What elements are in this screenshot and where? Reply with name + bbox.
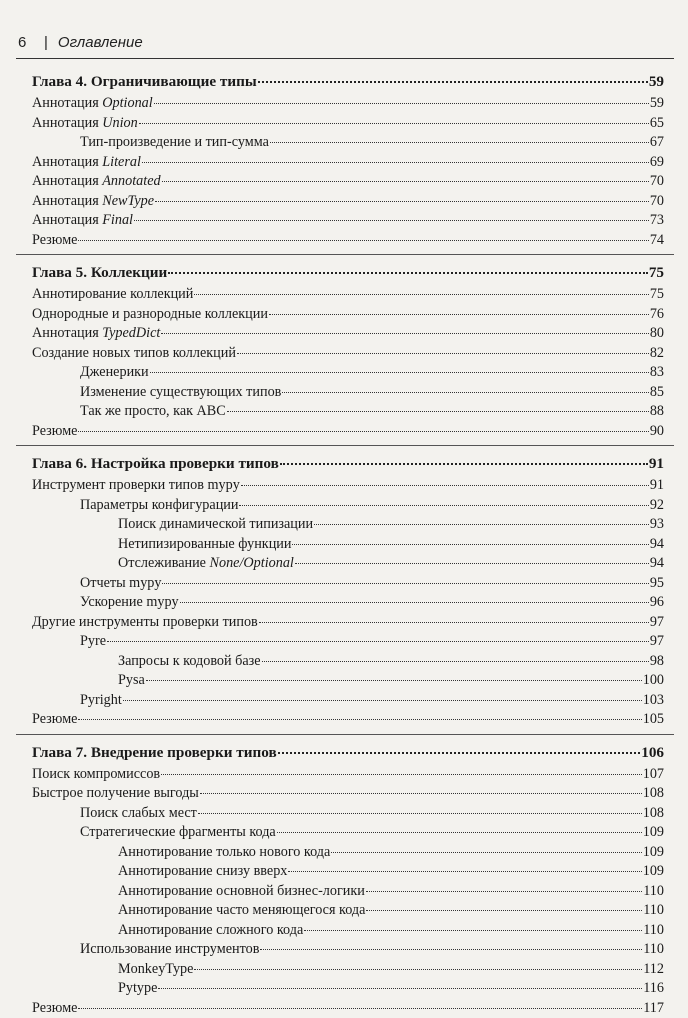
entry-title [118,843,330,863]
entry-code-name: None/Optional [210,555,294,571]
chapter-page: 59 [649,70,664,94]
toc-entry[interactable] [0,999,688,1018]
chapter-block [0,741,688,1018]
entry-title [32,784,199,804]
toc-entry[interactable] [0,710,688,730]
entry-title [32,172,161,192]
toc-entry[interactable] [0,593,688,613]
dot-leader [158,988,642,989]
entry-page: 109 [643,823,664,843]
chapter-divider [16,445,674,446]
entry-title [80,691,122,711]
entry-page: 109 [643,862,664,882]
chapter-title: Глава 5. Коллекции [32,261,167,285]
chapter-page: 106 [641,741,664,765]
entry-page: 117 [643,999,664,1018]
toc-entry[interactable] [0,476,688,496]
entry-text: Резюме [32,1000,77,1016]
toc-entry[interactable] [0,882,688,902]
chapter-title: Глава 4. Ограничивающие типы [32,70,257,94]
entry-text: Pysa [118,672,145,688]
entry-title [80,574,161,594]
entry-page: 98 [650,652,664,672]
toc-entry[interactable] [0,940,688,960]
toc-entry[interactable] [0,765,688,785]
entry-title [118,960,193,980]
entry-title [118,862,287,882]
dot-leader [78,431,648,432]
chapter-title: Глава 6. Настройка проверки типов [32,452,279,476]
dot-leader [260,949,642,950]
toc-entry[interactable] [0,515,688,535]
toc-entry[interactable] [0,344,688,364]
entry-page: 83 [650,363,664,383]
entry-page: 94 [650,535,664,555]
dot-leader [259,622,649,623]
entry-text: Резюме [32,711,77,727]
entry-page: 91 [650,476,664,496]
chapter-page: 91 [649,452,664,476]
chapter-heading[interactable] [0,70,688,94]
toc-entry[interactable] [0,979,688,999]
entry-title [80,383,281,403]
entry-text: Параметры конфигурации [80,497,238,513]
entry-page: 80 [650,324,664,344]
entry-text: Аннотация [32,193,102,209]
dot-leader [278,752,641,754]
section-title: Оглавление [58,34,143,51]
chapter-block [0,261,688,441]
entry-page: 93 [650,515,664,535]
dot-leader [270,142,649,143]
entry-title [80,496,238,516]
dot-leader [194,969,642,970]
entry-title [80,940,259,960]
entry-text: Аннотирование снизу вверх [118,863,287,879]
entry-text: Изменение существующих типов [80,384,281,400]
dot-leader [168,272,648,274]
entry-text: Аннотирование коллекций [32,286,193,302]
entry-page: 59 [650,94,664,114]
toc-entry[interactable] [0,554,688,574]
entry-page: 97 [650,632,664,652]
entry-text: Поиск компромиссов [32,766,160,782]
table-of-contents [0,64,688,1018]
entry-title [32,231,77,251]
entry-page: 74 [650,231,664,251]
header-separator: | [44,34,48,51]
dot-leader [142,162,649,163]
toc-entry[interactable] [0,363,688,383]
dot-leader [295,563,649,564]
dot-leader [366,891,642,892]
toc-entry[interactable] [0,804,688,824]
entry-title [32,114,138,134]
chapter-heading[interactable] [0,741,688,765]
entry-page: 96 [650,593,664,613]
entry-text: Pyright [80,692,122,708]
entry-title [80,823,276,843]
dot-leader [180,602,649,603]
toc-entry[interactable] [0,671,688,691]
entry-text: Отчеты mypy [80,575,161,591]
entry-code-name: Union [102,115,137,131]
entry-page: 109 [643,843,664,863]
dot-leader [241,485,649,486]
chapter-divider [16,254,674,255]
toc-entry[interactable] [0,402,688,422]
entry-page: 76 [650,305,664,325]
entry-page: 110 [643,882,664,902]
toc-entry[interactable] [0,823,688,843]
toc-entry[interactable] [0,960,688,980]
dot-leader [161,774,642,775]
entry-title [80,402,226,422]
entry-text: Резюме [32,423,77,439]
running-head [18,34,143,51]
chapter-page: 75 [649,261,664,285]
entry-page: 103 [643,691,664,711]
entry-title [118,554,294,574]
chapter-heading[interactable] [0,452,688,476]
entry-title [32,192,154,212]
dot-leader [78,719,641,720]
entry-text: Отслеживание [118,555,210,571]
dot-leader [269,314,649,315]
entry-text: MonkeyType [118,961,193,977]
entry-text: Стратегические фрагменты кода [80,824,276,840]
entry-text: Так же просто, как ABC [80,403,226,419]
entry-page: 69 [650,153,664,173]
dot-leader [194,294,648,295]
toc-entry[interactable] [0,114,688,134]
entry-code-name: Literal [102,154,141,170]
entry-title [32,324,160,344]
dot-leader [237,353,649,354]
entry-text: Аннотирование только нового кода [118,844,330,860]
toc-entry[interactable] [0,843,688,863]
entry-page: 65 [650,114,664,134]
entry-page: 73 [650,211,664,231]
entry-code-name: Final [102,212,133,228]
entry-text: Аннотирование часто меняющегося кода [118,902,365,918]
entry-page: 75 [650,285,664,305]
entry-title [32,285,193,305]
entry-title [32,999,77,1018]
entry-text: Поиск слабых мест [80,805,197,821]
entry-title [32,153,141,173]
entry-title [32,94,153,114]
entry-page: 94 [650,554,664,574]
dot-leader [239,505,648,506]
entry-page: 70 [650,192,664,212]
toc-entry[interactable] [0,153,688,173]
dot-leader [227,411,649,412]
toc-entry[interactable] [0,192,688,212]
dot-leader [304,930,642,931]
entry-text: Аннотация [32,212,102,228]
entry-text: Дженерики [80,364,149,380]
entry-page: 67 [650,133,664,153]
dot-leader [282,392,648,393]
page-number: 6 [18,34,40,51]
entry-text: Быстрое получение выгоды [32,785,199,801]
entry-text: Резюме [32,232,77,248]
entry-code-name: NewType [102,193,154,209]
dot-leader [331,852,641,853]
toc-entry[interactable] [0,535,688,555]
entry-page: 105 [643,710,664,730]
header-rule [16,58,674,59]
toc-entry[interactable] [0,613,688,633]
toc-entry[interactable] [0,632,688,652]
entry-code-name: TypedDict [102,325,160,341]
entry-page: 95 [650,574,664,594]
entry-title [32,765,160,785]
entry-page: 107 [643,765,664,785]
toc-entry[interactable] [0,862,688,882]
toc-entry[interactable] [0,652,688,672]
dot-leader [78,240,648,241]
entry-title [118,901,365,921]
entry-title [32,613,258,633]
entry-text: Аннотация [32,173,102,189]
entry-title [80,632,106,652]
toc-entry[interactable] [0,574,688,594]
entry-text: Аннотация [32,115,102,131]
dot-leader [258,81,648,83]
dot-leader [155,201,649,202]
toc-entry[interactable] [0,383,688,403]
entry-title [32,710,77,730]
entry-page: 110 [643,940,664,960]
dot-leader [200,793,642,794]
toc-entry[interactable] [0,784,688,804]
entry-page: 90 [650,422,664,442]
toc-entry[interactable] [0,231,688,251]
entry-title [118,535,291,555]
toc-entry[interactable] [0,133,688,153]
dot-leader [154,103,649,104]
dot-leader [198,813,642,814]
entry-text: Аннотирование основной бизнес-логики [118,883,365,899]
entry-text: Тип-произведение и тип-сумма [80,134,269,150]
toc-entry[interactable] [0,901,688,921]
dot-leader [78,1008,642,1009]
toc-entry[interactable] [0,496,688,516]
entry-title [118,882,365,902]
entry-page: 112 [643,960,664,980]
toc-entry[interactable] [0,172,688,192]
entry-title [118,515,313,535]
toc-entry[interactable] [0,691,688,711]
entry-text: Аннотация [32,95,102,111]
entry-title [32,476,240,496]
entry-page: 92 [650,496,664,516]
dot-leader [123,700,642,701]
entry-title [32,305,268,325]
dot-leader [162,181,649,182]
dot-leader [288,871,641,872]
entry-text: Поиск динамической типизации [118,516,313,532]
entry-title [118,652,261,672]
dot-leader [139,123,649,124]
entry-title [32,344,236,364]
entry-text: Ускорение mypy [80,594,179,610]
dot-leader [314,524,649,525]
entry-page: 108 [643,784,664,804]
entry-title [80,133,269,153]
toc-entry[interactable] [0,94,688,114]
chapter-block [0,452,688,730]
toc-entry[interactable] [0,211,688,231]
entry-page: 82 [650,344,664,364]
dot-leader [262,661,649,662]
entry-text: Создание новых типов коллекций [32,345,236,361]
entry-page: 100 [643,671,664,691]
chapter-heading[interactable] [0,261,688,285]
dot-leader [292,544,648,545]
dot-leader [134,220,649,221]
dot-leader [161,333,649,334]
entry-text: Другие инструменты проверки типов [32,614,258,630]
dot-leader [146,680,642,681]
chapter-title: Глава 7. Внедрение проверки типов [32,741,277,765]
entry-page: 110 [643,921,664,941]
toc-entry[interactable] [0,285,688,305]
entry-page: 97 [650,613,664,633]
entry-text: Аннотирование сложного кода [118,922,303,938]
entry-text: Использование инструментов [80,941,259,957]
entry-text: Запросы к кодовой базе [118,653,261,669]
entry-text: Pytype [118,980,157,996]
toc-entry[interactable] [0,921,688,941]
entry-title [118,671,145,691]
entry-title [80,363,149,383]
entry-text: Однородные и разнородные коллекции [32,306,268,322]
chapter-divider [16,734,674,735]
entry-title [32,422,77,442]
entry-text: Аннотация [32,325,102,341]
entry-page: 108 [643,804,664,824]
entry-title [118,921,303,941]
entry-text: Нетипизированные функции [118,536,291,552]
toc-entry[interactable] [0,324,688,344]
entry-code-name: Annotated [102,173,160,189]
entry-title [118,979,157,999]
entry-page: 85 [650,383,664,403]
entry-text: Аннотация [32,154,102,170]
entry-title [32,211,133,231]
toc-entry[interactable] [0,422,688,442]
toc-entry[interactable] [0,305,688,325]
dot-leader [277,832,642,833]
dot-leader [150,372,649,373]
entry-page: 110 [643,901,664,921]
entry-page: 70 [650,172,664,192]
dot-leader [107,641,649,642]
entry-page: 116 [643,979,664,999]
entry-title [80,593,179,613]
entry-text: Инструмент проверки типов mypy [32,477,240,493]
entry-code-name: Optional [102,95,152,111]
entry-title [80,804,197,824]
entry-text: Pyre [80,633,106,649]
dot-leader [366,910,642,911]
dot-leader [280,463,648,465]
chapter-block [0,70,688,250]
dot-leader [162,583,648,584]
entry-page: 88 [650,402,664,422]
